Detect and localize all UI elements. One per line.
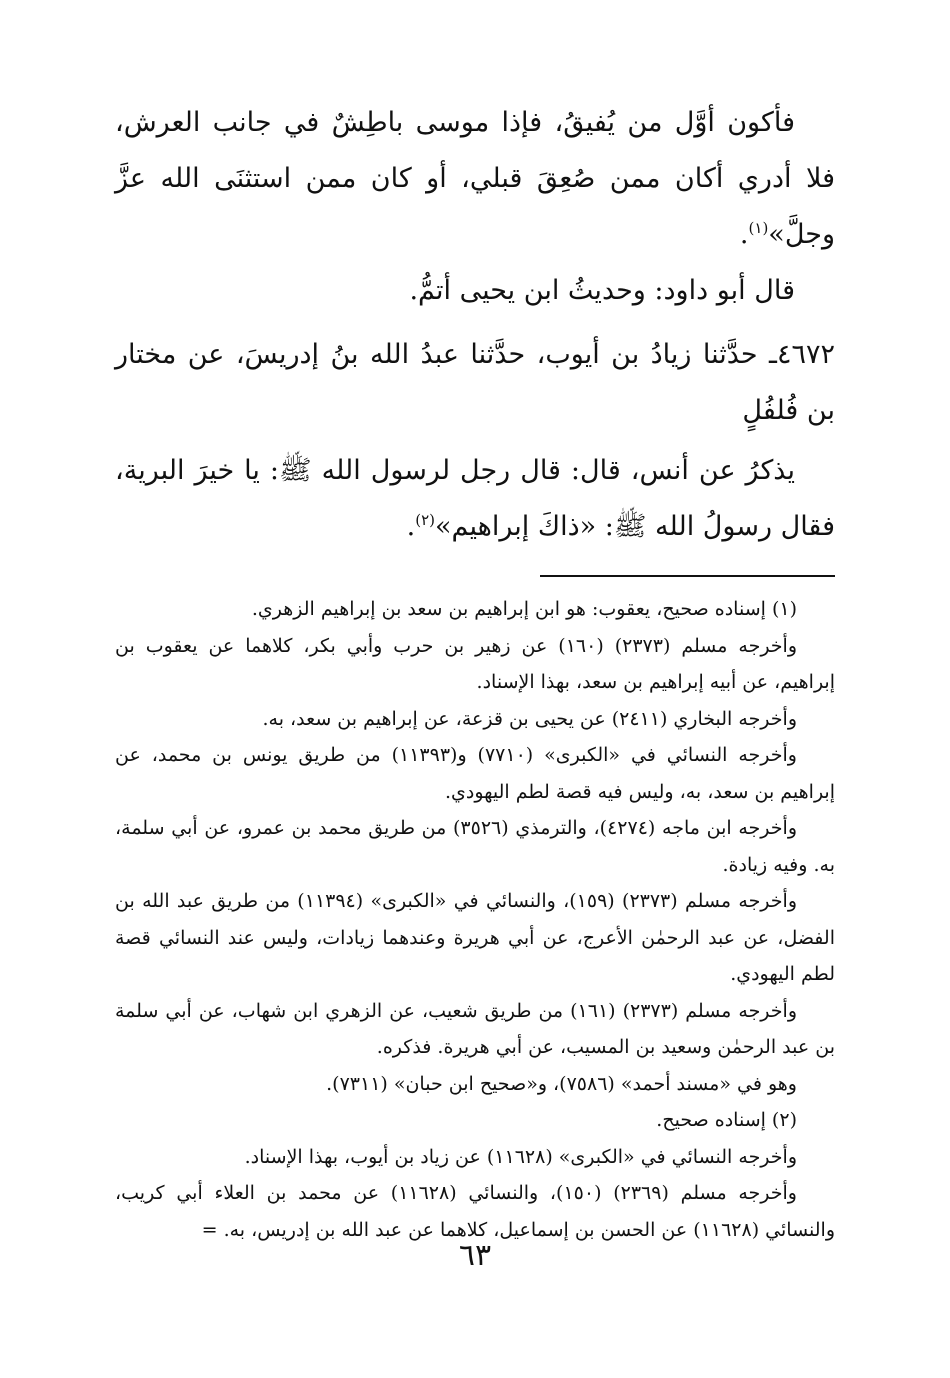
footnote-ref-2: (٢) — [415, 511, 435, 529]
page-body — [115, 95, 835, 1248]
footnote-ref-1: (١) — [748, 219, 769, 237]
main-paragraph-4-text: يذكرُ عن أنس، قال: قال رجل لرسول الله ﷺ: يا خيرَ البرية، فقال رسولُ الله ﷺ: «ذاكَ إبراهيم» — [115, 455, 835, 542]
main-paragraph-1 — [115, 95, 835, 263]
footnote-line: وأخرجه البخاري (٢٤١١) عن يحيى بن قزعة، عن إبراهيم بن سعد، به. — [262, 707, 797, 730]
footnote-line: وأخرجه مسلم (٢٣٦٩) (١٥٠)، والنسائي (١١٦٢٨) عن محمد بن العلاء أبي كريب، والنسائي (١١٦٢٨) عن الحسن بن إسماعيل، كلاهما عن عبد الله بن إدريس، به. = — [115, 1182, 835, 1241]
main-paragraph-2: قال أبو داود: وحديثُ ابن يحيى أتمُّ. — [409, 275, 795, 306]
footnote-line: وأخرجه ابن ماجه (٤٢٧٤)، والترمذي (٣٥٢٦) من طريق محمد بن عمرو، عن أبي سلمة، به. وفيه زيادة. — [115, 817, 835, 876]
footnote-line: وأخرجه مسلم (٢٣٧٣) (١٦٠) عن زهير بن حرب وأبي بكر، كلاهما عن يعقوب بن إبراهيم، عن أبيه إبراهيم بن سعد، بهذا الإسناد. — [115, 634, 835, 693]
main-text — [115, 95, 835, 555]
footnote-line: وأخرجه مسلم (٢٣٧٣) (١٥٩)، والنسائي في «الكبرى» (١١٣٩٤) من طريق عبد الله بن الفضل، عن عبد الرحمٰن الأعرج، عن أبي هريرة وعندهما زيادات، وليس عند النسائي قصة لطم اليهودي. — [115, 890, 835, 985]
main-paragraph-4-end: . — [406, 511, 416, 542]
main-paragraph-4 — [115, 443, 835, 555]
page-number: ٦٣ — [458, 1238, 492, 1273]
footnote-line: وأخرجه مسلم (٢٣٧٣) (١٦١) من طريق شعيب، عن الزهري ابن شهاب، عن أبي سلمة بن عبد الرحمٰن وسعيد بن المسيب، عن أبي هريرة. فذكره. — [115, 999, 835, 1058]
main-paragraph-1-text: فأكون أوَّل من يُفيقُ، فإذا موسى باطِشٌ في جانب العرش، فلا أدري أكان ممن صُعِقَ قبلي، أو كان ممن استثنَى الله عزَّ وجلَّ» — [115, 107, 835, 250]
footnote-line: (١) إسناده صحيح، يعقوب: هو ابن إبراهيم بن سعد بن إبراهيم الزهري. — [251, 598, 797, 620]
hadith-4672: ٤٦٧٢ـ حدَّثنا زيادُ بن أيوب، حدَّثنا عبدُ الله بنُ إدريسَ، عن مختار بن فُلفُلٍ — [115, 339, 835, 426]
footnote-line: (٢) إسناده صحيح. — [656, 1109, 797, 1131]
footnotes — [115, 591, 835, 1248]
footnote-divider — [540, 575, 835, 577]
footnote-line: وهو في «مسند أحمد» (٧٥٨٦)، و«صحيح ابن حبان» (٧٣١١). — [326, 1072, 797, 1095]
main-paragraph-1-end: . — [739, 219, 749, 250]
footnote-line: وأخرجه النسائي في «الكبرى» (٧٧١٠) و(١١٣٩٣) من طريق يونس بن محمد، عن إبراهيم بن سعد، به، وليس فيه قصة لطم اليهودي. — [115, 744, 835, 803]
footnote-line: وأخرجه النسائي في «الكبرى» (١١٦٢٨) عن زياد بن أيوب، بهذا الإسناد. — [244, 1145, 797, 1168]
